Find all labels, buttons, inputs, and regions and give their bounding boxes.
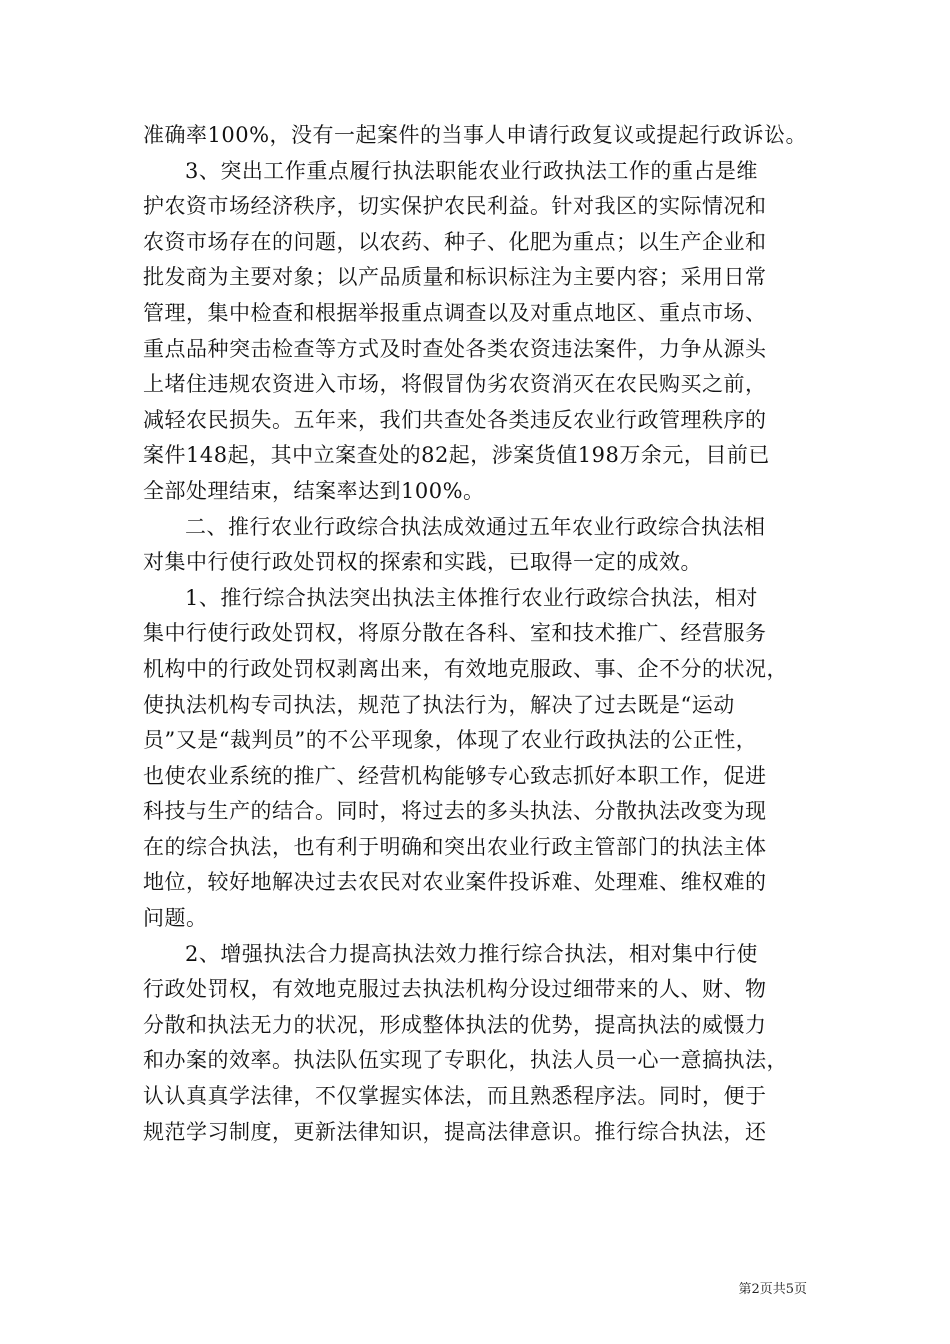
text-line: 2、增强执法合力提高执法效力推行综合执法，相对集中行使 bbox=[185, 941, 758, 966]
text-line: 1、推行综合执法突出执法主体推行农业行政综合执法，相对 bbox=[185, 585, 758, 610]
text-line: 重点品种突击检查等方式及时查处各类农资违法案件，力争从源头 bbox=[143, 336, 767, 361]
text-line: 上堵住违规农资进入市场，将假冒伪劣农资消灭在农民购买之前， bbox=[143, 372, 767, 397]
text-line: 农资市场存在的问题，以农药、种子、化肥为重点；以生产企业和 bbox=[143, 229, 767, 254]
text-line: 在的综合执法，也有利于明确和突出农业行政主管部门的执法主体 bbox=[143, 834, 767, 859]
text-line: 科技与生产的结合。同时，将过去的多头执法、分散执法改变为现 bbox=[143, 799, 767, 824]
text-line: 批发商为主要对象；以产品质量和标识标注为主要内容；采用日常 bbox=[143, 265, 767, 290]
text-line: 集中行使行政处罚权，将原分散在各科、室和技术推广、经营服务 bbox=[143, 621, 767, 646]
text-line: 问题。 bbox=[143, 906, 208, 931]
text-line: 全部处理结束，结案率达到100%。 bbox=[143, 478, 485, 503]
text-line: 对集中行使行政处罚权的探索和实践，已取得一定的成效。 bbox=[143, 550, 702, 575]
text-line: 案件148起，其中立案查处的82起，涉案货值198万余元，目前已 bbox=[143, 443, 770, 468]
text-line: 分散和执法无力的状况，形成整体执法的优势，提高执法的威慑力 bbox=[143, 1012, 767, 1037]
page-number-footer: 第2页共5页 bbox=[738, 1282, 807, 1297]
text-line: 准确率100%，没有一起案件的当事人申请行政复议或提起行政诉讼。 bbox=[143, 123, 808, 147]
text-line: 减轻农民损失。五年来，我们共查处各类违反农业行政管理秩序的 bbox=[143, 407, 767, 432]
text-line: 机构中的行政处罚权剥离出来，有效地克服政、事、企不分的状况， bbox=[143, 656, 788, 681]
text-line: 行政处罚权，有效地克服过去执法机构分设过细带来的人、财、物 bbox=[143, 977, 767, 1002]
text-line: 二、推行农业行政综合执法成效通过五年农业行政综合执法相 bbox=[185, 514, 766, 539]
text-line: 也使农业系统的推广、经营机构能够专心致志抓好本职工作，促进 bbox=[143, 763, 767, 788]
body-text bbox=[143, 118, 815, 1150]
text-line: 规范学习制度，更新法律知识，提高法律意识。推行综合执法，还 bbox=[143, 1119, 767, 1144]
text-line: 和办案的效率。执法队伍实现了专职化，执法人员一心一意搞执法， bbox=[143, 1048, 788, 1073]
text-line: 管理，集中检查和根据举报重点调查以及对重点地区、重点市场、 bbox=[143, 300, 767, 325]
text-line: 使执法机构专司执法，规范了执法行为，解决了过去既是“运动 bbox=[143, 692, 735, 717]
text-line: 地位，较好地解决过去农民对农业案件投诉难、处理难、维权难的 bbox=[143, 870, 767, 895]
text-line: 员”又是“裁判员”的不公平现象，体现了农业行政执法的公正性， bbox=[143, 728, 758, 753]
text-line: 3、突出工作重点履行执法职能农业行政执法工作的重占是维 bbox=[185, 158, 758, 183]
text-line: 护农资市场经济秩序，切实保护农民利益。针对我区的实际情况和 bbox=[143, 194, 767, 219]
text-line: 认认真真学法律，不仅掌握实体法，而且熟悉程序法。同时，便于 bbox=[143, 1084, 767, 1109]
